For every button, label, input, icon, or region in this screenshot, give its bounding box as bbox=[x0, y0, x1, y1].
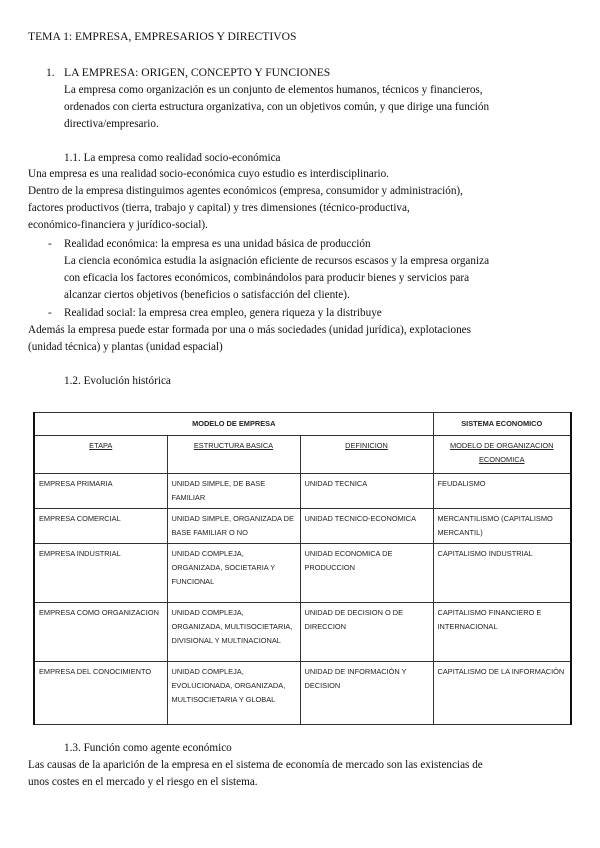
section-1-text-line: directiva/empresario. bbox=[64, 118, 159, 130]
table-cell: UNIDAD COMPLEJA, EVOLUCIONADA, ORGANIZADA, MULTISOCIETARIA Y GLOBAL bbox=[167, 662, 300, 725]
subsection-1-1-after-line: Además la empresa puede estar formada por una o más sociedades (unidad jurídica), explotaciones bbox=[28, 324, 471, 336]
table-cell: UNIDAD ECONOMICA DE PRODUCCION bbox=[300, 544, 433, 603]
table-cell: EMPRESA COMO ORGANIZACION bbox=[34, 603, 167, 662]
subsection-1-1-text-line: Una empresa es una realidad socio-económica cuyo estudio es interdisciplinario. bbox=[28, 168, 389, 180]
bullet-1-text-line: con eficacia los factores económicos, combinándolos para producir bienes y servicios para bbox=[64, 272, 470, 284]
table-cell: EMPRESA INDUSTRIAL bbox=[34, 544, 167, 603]
table-cell: UNIDAD COMPLEJA, ORGANIZADA, MULTISOCIETARIA, DIVISIONAL Y MULTINACIONAL bbox=[167, 603, 300, 662]
table-cell: EMPRESA COMERCIAL bbox=[34, 509, 167, 544]
subsection-1-1-heading: 1.1. La empresa como realidad socio-económica bbox=[64, 152, 281, 164]
subsection-1-1-text-line: Dentro de la empresa distinguimos agentes económicos (empresa, consumidor y administración), bbox=[28, 185, 463, 197]
bullet-social-reality: Realidad social: la empresa crea empleo, genera riqueza y la distribuye bbox=[64, 307, 382, 319]
subsection-1-1-after-line: (unidad técnica) y plantas (unidad espacial) bbox=[28, 341, 223, 353]
page-title: TEMA 1: EMPRESA, EMPRESARIOS Y DIRECTIVOS bbox=[28, 30, 297, 43]
table-cell: UNIDAD SIMPLE, DE BASE FAMILIAR bbox=[167, 474, 300, 509]
table-cell: UNIDAD DE DECISION O DE DIRECCION bbox=[300, 603, 433, 662]
subsection-1-3-text-line: unos costes en el mercado y el riesgo en el sistema. bbox=[28, 776, 258, 788]
table-cell: CAPITALISMO DE LA INFORMACIÓN bbox=[433, 662, 571, 725]
table-row bbox=[34, 544, 571, 603]
bullet-economic-reality: Realidad económica: la empresa es una unidad básica de producción bbox=[64, 238, 371, 250]
table-cell: CAPITALISMO FINANCIERO E INTERNACIONAL bbox=[433, 603, 571, 662]
subsection-1-1-text-line: factores productivos (tierra, trabajo y capital) y tres dimensiones (técnico-productiva, bbox=[28, 202, 410, 214]
table-cell: EMPRESA DEL CONOCIMIENTO bbox=[34, 662, 167, 725]
table-row bbox=[34, 509, 571, 544]
table-column-header: DEFINICION bbox=[300, 436, 433, 474]
table-column-header: MODELO DE ORGANIZACION ECONOMICA bbox=[433, 436, 571, 474]
table-cell: UNIDAD TECNICA bbox=[300, 474, 433, 509]
bullet-dash: - bbox=[48, 307, 52, 319]
table-row bbox=[34, 474, 571, 509]
evolution-table bbox=[33, 412, 572, 725]
bullet-1-text-line: La ciencia económica estudia la asignación eficiente de recursos escasos y la empresa organiza bbox=[64, 255, 490, 267]
table-row bbox=[34, 603, 571, 662]
table-cell: FEUDALISMO bbox=[433, 474, 571, 509]
table-cell: CAPITALISMO INDUSTRIAL bbox=[433, 544, 571, 603]
subsection-1-1-text-line: económico-financiera y jurídico-social). bbox=[28, 219, 208, 231]
table-column-header: ETAPA bbox=[34, 436, 167, 474]
bullet-dash: - bbox=[48, 238, 52, 250]
subsection-1-2-heading: 1.2. Evolución histórica bbox=[64, 375, 171, 387]
table-cell: UNIDAD TECNICO-ECONOMICA bbox=[300, 509, 433, 544]
table-column-header: ESTRUCTURA BASICA bbox=[167, 436, 300, 474]
bullet-1-text-line: alcanzar ciertos objetivos (beneficios o satisfacción del cliente). bbox=[64, 289, 350, 301]
subsection-1-3-text-line: Las causas de la aparición de la empresa en el sistema de economía de mercado son las existencias de bbox=[28, 759, 483, 771]
subsection-1-3-heading: 1.3. Función como agente económico bbox=[64, 742, 232, 754]
table-cell: MERCANTILISMO (CAPITALISMO MERCANTIL) bbox=[433, 509, 571, 544]
table-cell: UNIDAD SIMPLE, ORGANIZADA DE BASE FAMILIAR O NO bbox=[167, 509, 300, 544]
table-cell: UNIDAD DE INFORMACIÓN Y DECISION bbox=[300, 662, 433, 725]
table-group-header: SISTEMA ECONOMICO bbox=[433, 413, 571, 436]
section-1-heading: LA EMPRESA: ORIGEN, CONCEPTO Y FUNCIONES bbox=[64, 66, 331, 79]
table-cell: EMPRESA PRIMARIA bbox=[34, 474, 167, 509]
section-1-text-line: La empresa como organización es un conjunto de elementos humanos, técnicos y financieros, bbox=[64, 84, 483, 96]
table-cell: UNIDAD COMPLEJA, ORGANIZADA, SOCIETARIA Y FUNCIONAL bbox=[167, 544, 300, 603]
table-group-header: MODELO DE EMPRESA bbox=[34, 413, 433, 436]
section-1-number: 1. bbox=[46, 66, 55, 79]
section-1-text-line: ordenados con cierta estructura organizativa, con un objetivos común, y que dirige una función bbox=[64, 101, 490, 113]
table-row bbox=[34, 662, 571, 725]
